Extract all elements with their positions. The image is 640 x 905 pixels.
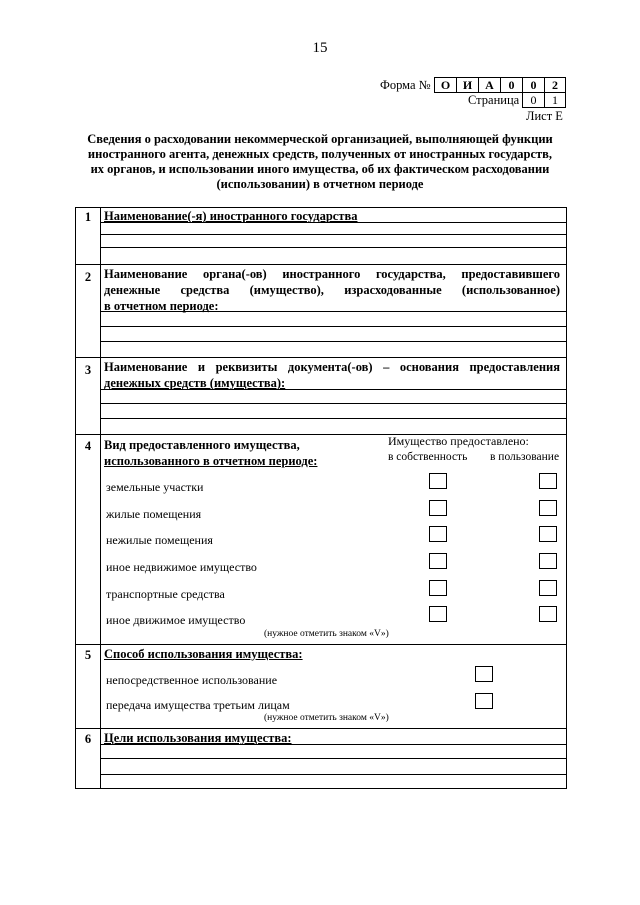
section-number: 5 (84, 648, 92, 662)
checkbox-ownership[interactable] (429, 580, 447, 596)
fill-line (100, 403, 566, 404)
column-ownership: в собственность (388, 451, 468, 463)
form-code-cell: 2 (544, 77, 566, 93)
fill-line (100, 758, 566, 759)
section-5-label: Способ использования имущества: (104, 647, 303, 661)
mark-note: (нужное отметить знаком «V») (264, 629, 389, 639)
page-number: 15 (312, 40, 328, 56)
form-number-label: Форма № (380, 78, 431, 92)
fill-line (100, 341, 566, 342)
fill-line (100, 418, 566, 419)
fill-line (100, 774, 566, 775)
title-line: их органов, и использовании иного имущества, об их фактическом расходовании (90, 162, 550, 176)
section-number: 4 (84, 439, 92, 453)
fill-line (100, 311, 566, 312)
section-4-label-line: использованного в отчетном периоде: (104, 454, 318, 468)
property-type-vehicles: транспортные средства (106, 587, 225, 601)
fill-line (100, 234, 566, 235)
fill-line (100, 744, 566, 745)
checkbox-usage[interactable] (539, 606, 557, 622)
sheet-label: Лист Е (526, 109, 563, 123)
page-label: Страница (468, 93, 520, 107)
usage-method-direct: непосредственное использование (106, 673, 278, 687)
property-type-land: земельные участки (106, 480, 204, 494)
title-line: Сведения о расходовании некоммерческой организацией, выполняющей функции (87, 132, 553, 146)
fill-line (100, 389, 566, 390)
section-separator (76, 357, 566, 358)
section-2-label-line: в отчетном периоде: (104, 299, 219, 313)
checkbox-usage[interactable] (539, 553, 557, 569)
section-3-label-line: Наименование и реквизиты документа(-ов) – основания предоставления (104, 360, 560, 374)
column-divider (100, 208, 101, 788)
form-code-cell: 0 (500, 77, 523, 93)
property-type-other-movable: иное движимое имущество (106, 613, 246, 627)
page-code-cell: 1 (544, 92, 566, 108)
property-type-other-real-estate: иное недвижимое имущество (106, 560, 257, 574)
section-separator (76, 728, 566, 729)
section-2-label-line: Наименование органа(-ов) иностранного государства, предоставившего (104, 267, 560, 281)
section-number: 6 (84, 732, 92, 746)
section-2-label-line: денежные средства (имущество), израсходованные (использованное) (104, 283, 560, 297)
form-code-cell: О (434, 77, 457, 93)
section-3-label-line: денежных средств (имущества): (104, 376, 286, 390)
property-type-residential: жилые помещения (106, 507, 202, 521)
title-line: иностранного агента, денежных средств, полученных от иностранных государств, (87, 147, 553, 161)
checkbox-direct-use[interactable] (475, 666, 493, 682)
form-code-cell: А (478, 77, 501, 93)
checkbox-ownership[interactable] (429, 553, 447, 569)
checkbox-usage[interactable] (539, 526, 557, 542)
column-usage: в пользование (490, 451, 560, 463)
checkbox-ownership[interactable] (429, 526, 447, 542)
provided-header: Имущество предоставлено: (388, 434, 529, 448)
mark-note: (нужное отметить знаком «V») (264, 713, 389, 723)
form-code (434, 77, 566, 93)
title-line: (использовании) в отчетном периоде (216, 177, 424, 191)
section-1-label: Наименование(-я) иностранного государства (104, 209, 358, 223)
checkbox-usage[interactable] (539, 473, 557, 489)
fill-line (100, 222, 566, 223)
form-table (75, 207, 567, 789)
fill-line (100, 247, 566, 248)
checkbox-ownership[interactable] (429, 473, 447, 489)
section-4-label-line: Вид предоставленного имущества, (104, 438, 300, 452)
checkbox-usage[interactable] (539, 500, 557, 516)
checkbox-usage[interactable] (539, 580, 557, 596)
section-number: 1 (84, 210, 92, 224)
page-code-cell: 0 (522, 92, 545, 108)
section-separator (76, 644, 566, 645)
page-code (522, 92, 566, 108)
section-number: 3 (84, 363, 92, 377)
usage-method-transfer: передача имущества третьим лицам (106, 698, 290, 712)
checkbox-transfer[interactable] (475, 693, 493, 709)
form-code-cell: И (456, 77, 479, 93)
property-type-nonresidential: нежилые помещения (106, 533, 213, 547)
checkbox-ownership[interactable] (429, 500, 447, 516)
checkbox-ownership[interactable] (429, 606, 447, 622)
fill-line (100, 326, 566, 327)
form-code-cell: 0 (522, 77, 545, 93)
section-6-label: Цели использования имущества: (104, 731, 292, 745)
document-title (68, 132, 572, 192)
section-separator (76, 264, 566, 265)
section-number: 2 (84, 270, 92, 284)
